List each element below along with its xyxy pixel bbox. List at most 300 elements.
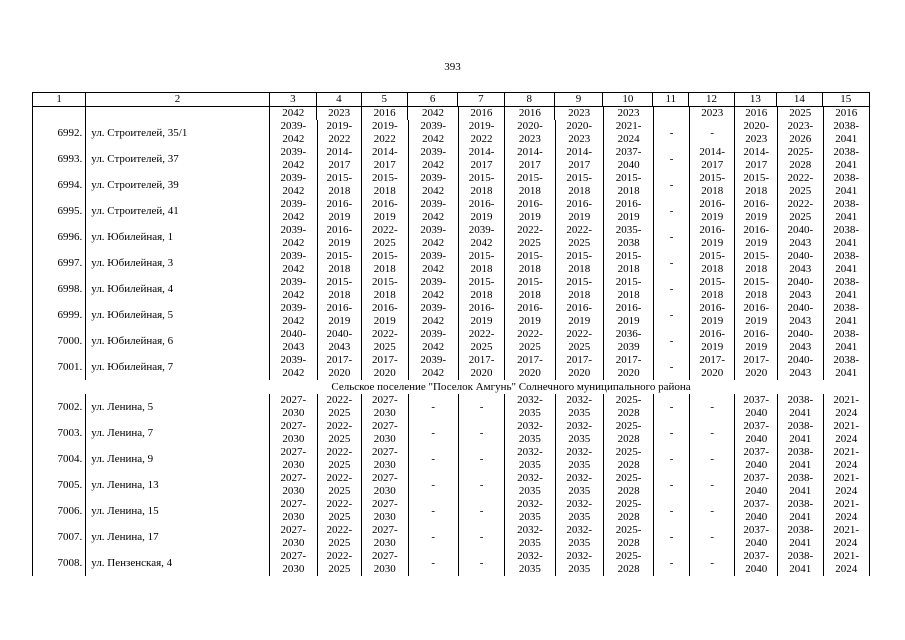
empty-cell: - <box>690 446 735 472</box>
year-range-cell <box>735 394 778 420</box>
year-range-cell <box>362 250 408 276</box>
year-end: 2018 <box>328 289 351 301</box>
year-start: 2015- <box>517 276 543 288</box>
year-range-cell <box>690 250 735 276</box>
continuation-cell: 2023 <box>690 107 735 120</box>
year-start: 2039- <box>280 250 307 262</box>
year-end: 2028 <box>617 485 640 497</box>
year-start: 2038- <box>787 446 814 458</box>
column-header: 7 <box>458 93 504 106</box>
year-range-cell <box>778 224 823 250</box>
year-start: 2037- <box>615 146 642 158</box>
year-end: 2042 <box>422 159 445 171</box>
year-start: 2032- <box>517 472 543 484</box>
year-end: 2041 <box>835 133 858 145</box>
empty-cell: - <box>654 394 690 420</box>
year-range-cell <box>318 120 363 146</box>
year-end: 2030 <box>282 537 305 549</box>
year-end: 2041 <box>835 211 858 223</box>
year-start: 2015- <box>743 276 770 288</box>
year-range-cell <box>735 146 778 172</box>
year-start: 2015- <box>468 250 495 262</box>
year-range-cell <box>824 328 870 354</box>
year-start: 2040- <box>787 276 814 288</box>
year-range-cell <box>409 172 459 198</box>
year-range-cell <box>735 550 778 576</box>
year-range-cell <box>409 302 459 328</box>
year-end: 2017 <box>373 159 396 171</box>
year-range-cell <box>556 446 604 472</box>
year-start: 2016- <box>371 198 398 210</box>
year-range-cell <box>270 198 317 224</box>
year-end: 2025 <box>328 459 351 471</box>
year-start: 2040- <box>280 328 307 340</box>
year-start: 2022- <box>326 472 353 484</box>
year-end: 2030 <box>282 407 305 419</box>
year-end: 2024 <box>835 511 858 523</box>
year-range-cell <box>824 354 870 380</box>
year-start: 2015- <box>517 172 543 184</box>
year-range-cell <box>824 198 870 224</box>
year-end: 2022 <box>373 133 396 145</box>
year-end: 2030 <box>373 537 396 549</box>
continuation-cell <box>654 107 690 120</box>
table-row <box>32 354 870 380</box>
year-range-cell <box>270 146 317 172</box>
year-range-cell <box>778 394 823 420</box>
year-range-cell <box>362 472 408 498</box>
year-end: 2028 <box>617 459 640 471</box>
year-range-cell <box>604 524 654 550</box>
year-start: 2019- <box>468 120 495 132</box>
year-range-cell <box>690 302 735 328</box>
year-start: 2015- <box>743 250 770 262</box>
year-range-cell <box>505 498 555 524</box>
year-range-cell <box>556 172 604 198</box>
year-start: 2017- <box>615 354 642 366</box>
year-range-cell <box>270 276 317 302</box>
continuation-cell: 2025 <box>778 107 823 120</box>
year-start: 2017- <box>371 354 398 366</box>
empty-cell: - <box>654 120 690 146</box>
row-number: 6998. <box>33 276 86 302</box>
year-range-cell <box>556 224 604 250</box>
year-end: 2041 <box>835 315 858 327</box>
year-end: 2040 <box>617 159 640 171</box>
address-cell: ул. Ленина, 9 <box>86 446 270 472</box>
year-range-cell <box>318 472 363 498</box>
year-range-cell <box>459 172 505 198</box>
year-range-cell <box>778 524 823 550</box>
year-range-cell <box>824 224 870 250</box>
year-range-cell <box>459 250 505 276</box>
year-start: 2015- <box>326 250 353 262</box>
year-end: 2028 <box>617 563 640 575</box>
year-start: 2015- <box>566 250 593 262</box>
year-end: 2019 <box>701 237 724 249</box>
year-range-cell <box>409 224 459 250</box>
year-end: 2043 <box>789 367 812 379</box>
year-start: 2016- <box>326 302 353 314</box>
year-start: 2027- <box>280 420 307 432</box>
year-range-cell <box>556 198 604 224</box>
year-start: 2038- <box>833 276 860 288</box>
year-start: 2015- <box>468 276 495 288</box>
year-range-cell <box>556 354 604 380</box>
year-end: 2025 <box>789 185 812 197</box>
year-end: 2020 <box>568 367 591 379</box>
year-end: 2019 <box>328 315 351 327</box>
year-end: 2019 <box>701 341 724 353</box>
year-range-cell <box>604 250 654 276</box>
year-start: 2027- <box>371 446 398 458</box>
year-range-cell <box>270 550 317 576</box>
year-end: 2041 <box>789 485 812 497</box>
year-end: 2019 <box>745 315 768 327</box>
year-start: 2027- <box>371 420 398 432</box>
year-start: 2020- <box>566 120 593 132</box>
year-range-cell <box>824 302 870 328</box>
year-range-cell <box>690 354 735 380</box>
year-range-cell <box>505 472 555 498</box>
year-end: 2019 <box>373 211 396 223</box>
column-header: 5 <box>362 93 408 106</box>
empty-cell: - <box>459 472 505 498</box>
column-header: 15 <box>840 93 852 105</box>
year-end: 2023 <box>568 133 591 145</box>
table-row <box>32 394 870 420</box>
year-range-cell <box>270 120 317 146</box>
year-range-cell <box>459 276 505 302</box>
year-end: 2042 <box>282 367 305 379</box>
empty-cell: - <box>654 498 690 524</box>
year-start: 2022- <box>326 394 353 406</box>
empty-cell: - <box>654 446 690 472</box>
year-end: 2019 <box>745 211 768 223</box>
year-range-cell <box>735 472 778 498</box>
year-start: 2016- <box>468 302 495 314</box>
year-end: 2018 <box>373 185 396 197</box>
year-start: 2016- <box>615 198 642 210</box>
empty-cell: - <box>409 394 459 420</box>
year-start: 2016- <box>615 302 642 314</box>
year-end: 2035 <box>568 563 591 575</box>
year-start: 2038- <box>787 472 814 484</box>
year-start: 2022- <box>566 328 593 340</box>
year-start: 2032- <box>517 446 543 458</box>
year-start: 2039- <box>420 250 446 262</box>
continuation-cell <box>33 107 86 120</box>
year-end: 2035 <box>518 563 541 575</box>
year-start: 2022- <box>326 524 353 536</box>
empty-cell: - <box>654 550 690 576</box>
table-row <box>32 172 870 198</box>
year-range-cell <box>409 120 459 146</box>
year-range-cell <box>318 302 363 328</box>
year-range-cell <box>735 420 778 446</box>
table-row <box>32 550 870 576</box>
year-end: 2042 <box>282 133 305 145</box>
year-end: 2018 <box>373 263 396 275</box>
year-range-cell <box>362 120 408 146</box>
year-end: 2042 <box>282 185 305 197</box>
year-end: 2041 <box>835 367 858 379</box>
continuation-cell: 2023 <box>604 107 654 120</box>
year-start: 2039- <box>420 354 446 366</box>
year-end: 2019 <box>745 237 768 249</box>
year-start: 2022- <box>371 224 398 236</box>
year-range-cell <box>556 394 604 420</box>
year-end: 2025 <box>518 341 541 353</box>
year-end: 2030 <box>282 511 305 523</box>
year-end: 2025 <box>328 563 351 575</box>
year-start: 2027- <box>371 498 398 510</box>
year-range-cell <box>362 302 408 328</box>
year-end: 2042 <box>470 237 493 249</box>
year-end: 2018 <box>745 263 768 275</box>
year-range-cell <box>778 550 823 576</box>
row-number: 7008. <box>33 550 86 576</box>
year-range-cell <box>318 276 363 302</box>
year-range-cell <box>362 172 408 198</box>
year-range-cell <box>735 354 778 380</box>
empty-cell: - <box>409 472 459 498</box>
year-range-cell <box>505 224 555 250</box>
year-range-cell <box>505 550 555 576</box>
table-row <box>32 472 870 498</box>
year-start: 2020- <box>517 120 543 132</box>
year-end: 2019 <box>470 211 493 223</box>
year-end: 2035 <box>568 433 591 445</box>
year-end: 2030 <box>373 563 396 575</box>
year-end: 2040 <box>745 485 768 497</box>
year-end: 2042 <box>282 315 305 327</box>
year-range-cell <box>824 472 870 498</box>
year-range-cell <box>505 420 555 446</box>
year-end: 2028 <box>617 537 640 549</box>
year-range-cell <box>270 524 317 550</box>
year-start: 2039- <box>280 276 307 288</box>
year-end: 2018 <box>701 263 724 275</box>
empty-cell: - <box>690 472 735 498</box>
year-end: 2018 <box>470 185 493 197</box>
year-end: 2017 <box>470 159 493 171</box>
address-cell: ул. Юбилейная, 4 <box>86 276 270 302</box>
continuation-cell: 2042 <box>408 107 458 120</box>
empty-cell: - <box>654 146 690 172</box>
year-start: 2027- <box>280 394 307 406</box>
year-start: 2021- <box>833 524 860 536</box>
year-range-cell <box>604 498 654 524</box>
year-start: 2039- <box>420 120 446 132</box>
year-end: 2030 <box>373 407 396 419</box>
year-range-cell <box>690 276 735 302</box>
row-number: 7006. <box>33 498 86 524</box>
column-header: 11 <box>653 93 689 106</box>
table-row <box>32 198 870 224</box>
year-range-cell <box>459 120 505 146</box>
address-cell: ул. Строителей, 39 <box>86 172 270 198</box>
year-start: 2032- <box>517 394 543 406</box>
year-end: 2024 <box>835 433 858 445</box>
year-end: 2025 <box>328 433 351 445</box>
year-start: 2014- <box>566 146 593 158</box>
year-start: 2017- <box>699 354 726 366</box>
year-range-cell <box>824 250 870 276</box>
year-start: 2032- <box>566 498 593 510</box>
empty-cell: - <box>690 120 735 146</box>
row-number: 7005. <box>33 472 86 498</box>
year-start: 2022- <box>517 328 543 340</box>
year-range-cell <box>824 446 870 472</box>
empty-cell: - <box>654 276 690 302</box>
year-end: 2035 <box>518 511 541 523</box>
year-range-cell <box>409 276 459 302</box>
row-number: 6999. <box>33 302 86 328</box>
year-end: 2028 <box>617 407 640 419</box>
year-range-cell <box>735 276 778 302</box>
table-row <box>32 224 870 250</box>
year-start: 2021- <box>833 394 860 406</box>
continuation-cell: 2023 <box>317 107 362 120</box>
year-end: 2025 <box>328 537 351 549</box>
year-start: 2016- <box>371 302 398 314</box>
year-start: 2015- <box>566 172 593 184</box>
year-range-cell <box>459 328 505 354</box>
data-table <box>32 92 870 576</box>
year-end: 2023 <box>518 133 541 145</box>
year-range-cell <box>556 328 604 354</box>
year-end: 2020 <box>470 367 493 379</box>
column-header: 9 <box>555 93 603 106</box>
year-end: 2041 <box>835 289 858 301</box>
year-start: 2016- <box>699 198 726 210</box>
empty-cell: - <box>654 302 690 328</box>
year-range-cell <box>505 446 555 472</box>
year-range-cell <box>459 224 505 250</box>
year-end: 2040 <box>745 407 768 419</box>
year-start: 2032- <box>517 550 543 562</box>
year-end: 2030 <box>373 459 396 471</box>
empty-cell: - <box>409 420 459 446</box>
year-range-cell <box>735 446 778 472</box>
year-start: 2032- <box>517 524 543 536</box>
year-end: 2035 <box>518 433 541 445</box>
year-start: 2038- <box>833 120 860 132</box>
year-start: 2039- <box>280 146 307 158</box>
year-start: 2032- <box>517 498 543 510</box>
year-range-cell <box>735 498 778 524</box>
address-cell: ул. Ленина, 13 <box>86 472 270 498</box>
year-start: 2038- <box>833 172 860 184</box>
year-range-cell <box>409 250 459 276</box>
continuation-cell: 2042 <box>270 107 317 120</box>
year-range-cell <box>270 446 317 472</box>
year-start: 2025- <box>615 524 642 536</box>
year-end: 2018 <box>701 289 724 301</box>
year-start: 2019- <box>371 120 398 132</box>
year-start: 2039- <box>280 120 307 132</box>
table-row <box>32 446 870 472</box>
year-start: 2037- <box>743 394 770 406</box>
year-start: 2027- <box>280 498 307 510</box>
year-end: 2028 <box>617 511 640 523</box>
year-start: 2015- <box>326 172 353 184</box>
year-end: 2018 <box>470 289 493 301</box>
year-range-cell <box>556 250 604 276</box>
year-end: 2042 <box>422 289 445 301</box>
table-row <box>32 120 870 146</box>
year-start: 2025- <box>615 472 642 484</box>
year-end: 2035 <box>568 537 591 549</box>
year-start: 2025- <box>615 550 642 562</box>
row-number: 6992. <box>33 120 86 146</box>
year-start: 2014- <box>699 146 726 158</box>
empty-cell: - <box>654 172 690 198</box>
year-end: 2042 <box>282 237 305 249</box>
year-range-cell <box>690 224 735 250</box>
continuation-cell: 2016 <box>824 107 870 120</box>
year-range-cell <box>735 524 778 550</box>
year-range-cell <box>362 446 408 472</box>
table-body-upper <box>32 120 870 380</box>
year-range-cell <box>735 302 778 328</box>
empty-cell: - <box>690 498 735 524</box>
year-range-cell <box>556 498 604 524</box>
year-range-cell <box>735 328 778 354</box>
year-start: 2017- <box>517 354 543 366</box>
year-range-cell <box>362 550 408 576</box>
year-range-cell <box>362 146 408 172</box>
year-range-cell <box>556 550 604 576</box>
year-start: 2040- <box>787 328 814 340</box>
year-end: 2043 <box>328 341 351 353</box>
year-start: 2021- <box>833 550 860 562</box>
year-range-cell <box>735 224 778 250</box>
year-start: 2019- <box>326 120 353 132</box>
year-start: 2038- <box>833 250 860 262</box>
year-end: 2035 <box>568 407 591 419</box>
year-start: 2021- <box>833 446 860 458</box>
year-start: 2016- <box>743 328 770 340</box>
year-end: 2042 <box>422 133 445 145</box>
year-range-cell <box>778 146 823 172</box>
year-end: 2019 <box>568 315 591 327</box>
year-range-cell <box>556 472 604 498</box>
empty-cell: - <box>654 354 690 380</box>
year-range-cell <box>459 354 505 380</box>
year-end: 2017 <box>745 159 768 171</box>
year-start: 2016- <box>743 224 770 236</box>
year-start: 2027- <box>280 524 307 536</box>
year-start: 2015- <box>699 172 726 184</box>
column-header: 3 <box>270 93 317 106</box>
year-end: 2018 <box>701 185 724 197</box>
year-range-cell <box>824 172 870 198</box>
year-start: 2037- <box>743 446 770 458</box>
year-end: 2018 <box>568 263 591 275</box>
table-row <box>32 498 870 524</box>
year-start: 2032- <box>566 394 593 406</box>
year-end: 2019 <box>470 315 493 327</box>
year-end: 2019 <box>518 315 541 327</box>
year-end: 2018 <box>568 289 591 301</box>
year-range-cell <box>604 420 654 446</box>
year-range-cell <box>318 394 363 420</box>
year-end: 2026 <box>789 133 812 145</box>
address-cell: ул. Ленина, 5 <box>86 394 270 420</box>
year-end: 2043 <box>789 263 812 275</box>
